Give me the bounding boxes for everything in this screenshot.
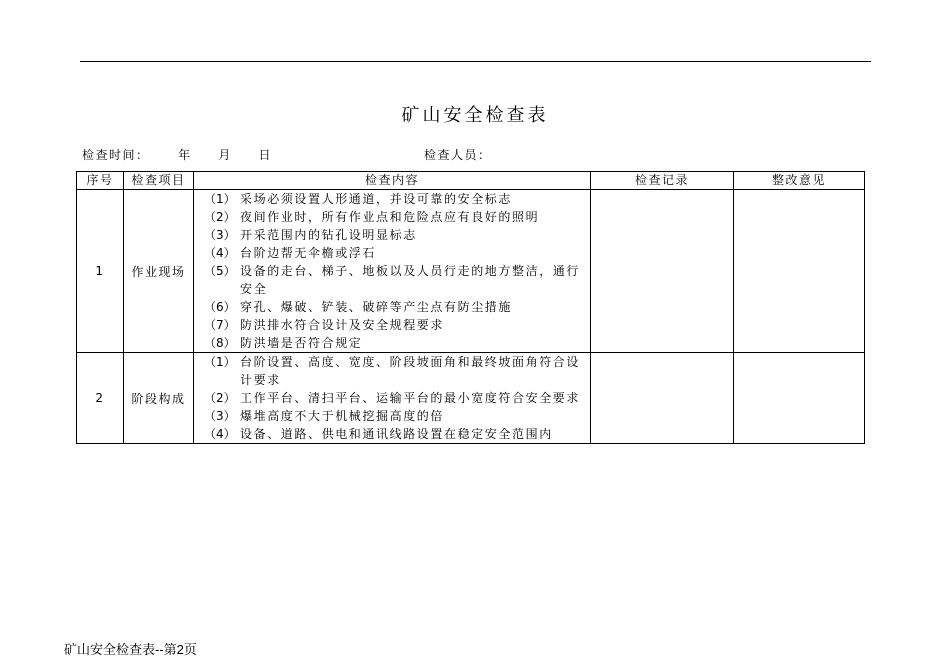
header-content: 检查内容: [194, 172, 591, 190]
inspection-time-label: 检查时间：: [82, 148, 150, 162]
table-header-row: [77, 172, 865, 190]
list-item: （4） 设备、道路、供电和通讯线路设置在稳定安全范围内: [204, 427, 553, 441]
row-no: 2: [77, 353, 124, 444]
list-item: （2） 夜间作业时，所有作业点和危险点应有良好的照明: [204, 210, 540, 224]
inspector: [424, 146, 492, 163]
list-item: （6） 穿孔、爆破、铲装、破碎等产尘点有防尘措施: [204, 300, 513, 314]
header-project: 检查项目: [124, 172, 194, 190]
checklist-table: [76, 171, 865, 444]
header-record: 检查记录: [591, 172, 734, 190]
header-opinion: 整改意见: [734, 172, 865, 190]
row-content: [194, 190, 591, 353]
list-item: （4） 台阶边帮无伞檐或浮石: [204, 246, 377, 260]
list-item: （3） 爆堆高度不大于机械挖掘高度的倍: [204, 409, 445, 423]
list-item: （7） 防洪排水符合设计及安全规程要求: [204, 318, 445, 332]
row-no: 1: [77, 190, 124, 353]
month-label: 月: [218, 148, 232, 162]
header-rule: [80, 61, 871, 62]
row-opinion: [734, 353, 865, 444]
header-no: 序号: [77, 172, 124, 190]
table-row: [77, 190, 865, 353]
list-item: （2） 工作平台、清扫平台、运输平台的最小宽度符合安全要求: [204, 391, 581, 405]
list-item: （8） 防洪墙是否符合规定: [204, 336, 363, 350]
row-project: 阶段构成: [124, 353, 194, 444]
inspector-label: 检查人员：: [424, 148, 492, 162]
row-content: [194, 353, 591, 444]
list-item: （1） 采场必须设置人形通道，并设可靠的安全标志: [204, 192, 513, 206]
list-item: （3） 开采范围内的钻孔设明显标志: [204, 228, 417, 242]
row-opinion: [734, 190, 865, 353]
table-row: [77, 353, 865, 444]
list-item: （5） 设备的走台、梯子、地板以及人员行走的地方整洁，通行安全: [204, 264, 581, 296]
page-footer: 矿山安全检查表--第2页: [64, 642, 197, 657]
day-label: 日: [258, 148, 273, 162]
list-item: （1） 台阶设置、高度、宽度、阶段坡面角和最终坡面角符合设计要求: [204, 355, 581, 387]
year-label: 年: [178, 148, 192, 162]
inspection-time: [82, 146, 272, 163]
page-title: 矿山安全检查表: [401, 105, 549, 126]
row-record: [591, 190, 734, 353]
row-record: [591, 353, 734, 444]
row-project: 作业现场: [124, 190, 194, 353]
